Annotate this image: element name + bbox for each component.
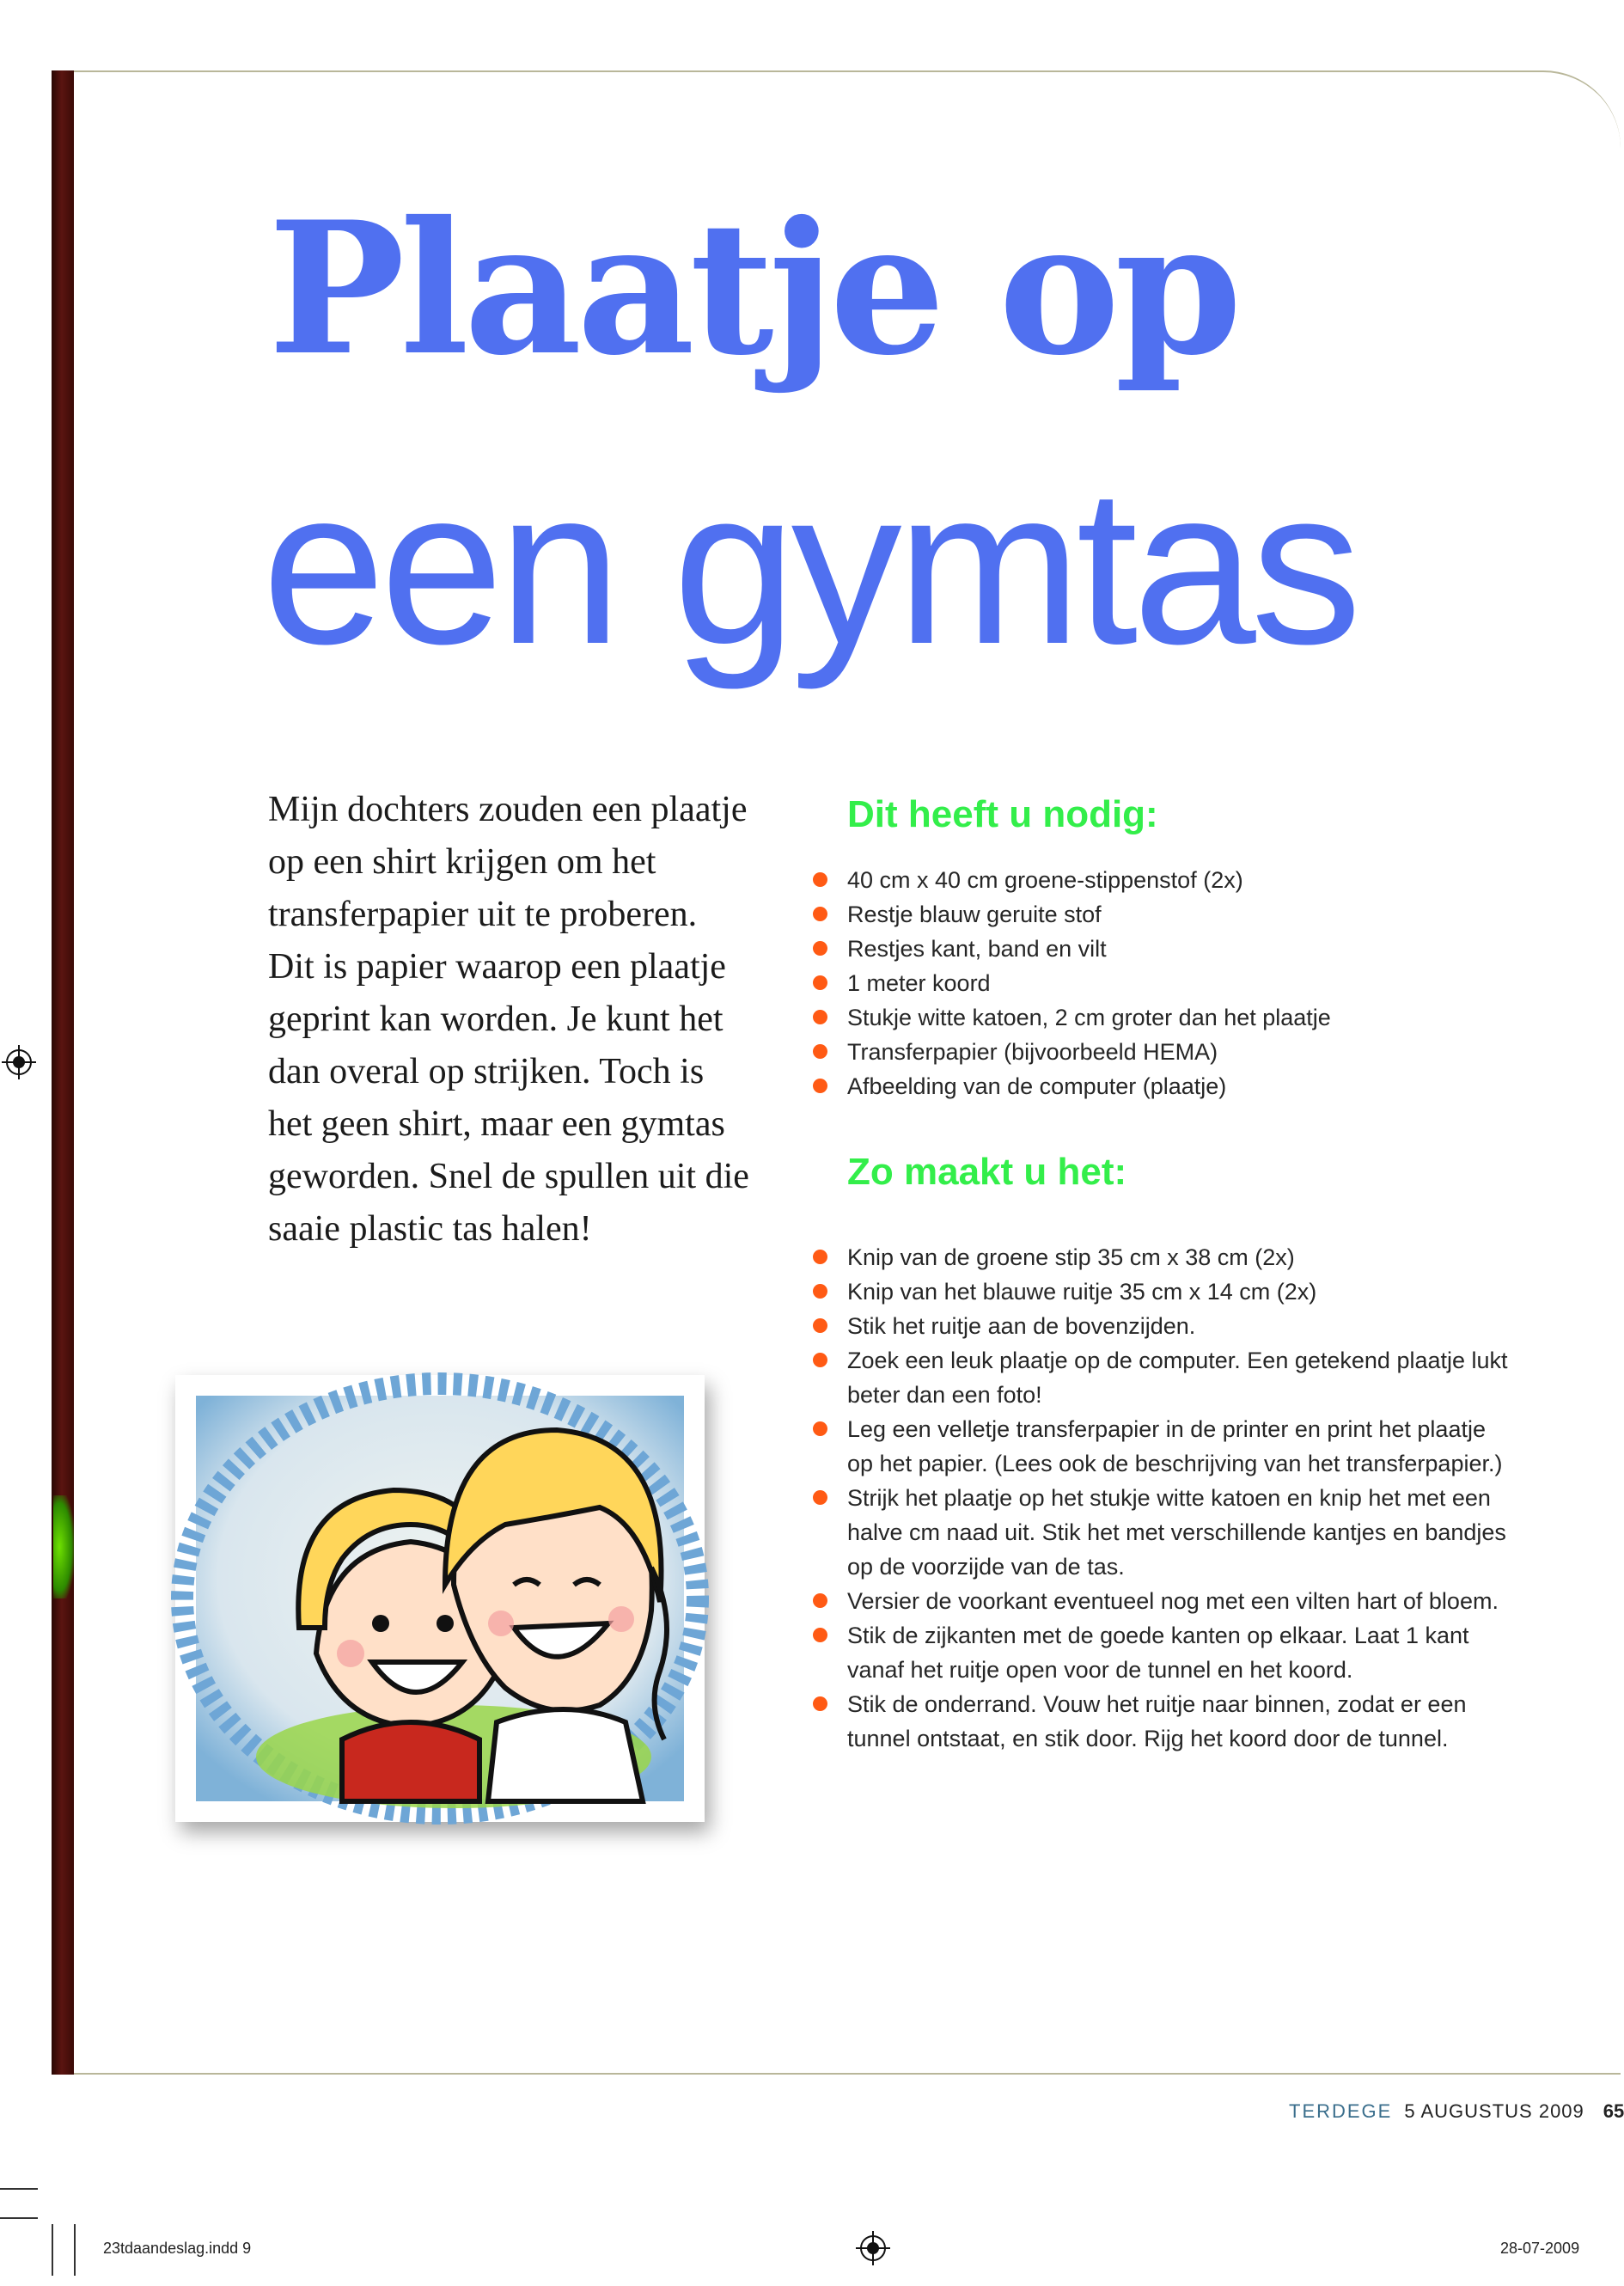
needs-item-text: Restje blauw geruite stof — [847, 902, 1102, 927]
bullet-icon — [813, 1250, 827, 1264]
crop-mark — [0, 2217, 38, 2219]
needs-item-text: Afbeelding van de computer (plaatje) — [847, 1073, 1227, 1099]
page-footer — [1289, 2100, 1624, 2123]
bullet-icon — [813, 1593, 827, 1608]
needs-item-text: 40 cm x 40 cm groene-stippenstof (2x) — [847, 867, 1243, 893]
steps-item — [811, 1274, 1516, 1309]
title-line-1: Plaatje op — [268, 181, 1237, 395]
photo-illustration — [196, 1396, 684, 1801]
needs-item-text: Restjes kant, band en vilt — [847, 936, 1107, 962]
steps-item-text: Versier de voorkant eventueel nog met een vilten hart of bloem. — [847, 1588, 1499, 1614]
issue-date: 5 AUGUSTUS 2009 — [1404, 2100, 1584, 2122]
steps-item — [811, 1481, 1516, 1584]
needs-item-text: Stukje witte katoen, 2 cm groter dan het plaatje — [847, 1005, 1331, 1030]
steps-item — [811, 1584, 1516, 1618]
registration-mark-icon — [856, 2231, 890, 2265]
needs-item-text: 1 meter koord — [847, 970, 991, 996]
steps-item — [811, 1687, 1516, 1756]
needs-item — [811, 966, 1516, 1000]
steps-item — [811, 1412, 1516, 1481]
steps-item — [811, 1343, 1516, 1412]
page-number: 65 — [1603, 2100, 1624, 2122]
bullet-icon — [813, 1490, 827, 1505]
needs-heading: Dit heeft u nodig: — [847, 793, 1158, 835]
spine-green-accent — [53, 1495, 74, 1598]
needs-item — [811, 932, 1516, 966]
steps-item-text: Zoek een leuk plaatje op de computer. Een getekend plaatje lukt beter dan een foto! — [847, 1348, 1508, 1408]
needs-item — [811, 1035, 1516, 1069]
steps-item-text: Leg een velletje transferpapier in de printer en print het plaatje op het papier. (Lees ook de beschrijving van het transferpapier.) — [847, 1416, 1503, 1476]
bullet-icon — [813, 1010, 827, 1024]
bullet-icon — [813, 975, 827, 990]
steps-list — [811, 1240, 1516, 1756]
steps-item-text: Knip van de groene stip 35 cm x 38 cm (2x) — [847, 1244, 1295, 1270]
steps-heading: Zo maakt u het: — [847, 1151, 1127, 1193]
photo-card — [175, 1375, 705, 1822]
bullet-icon — [813, 1696, 827, 1711]
steps-item-text: Stik de zijkanten met de goede kanten op elkaar. Laat 1 kant vanaf het ruitje open voor de tunnel en het koord. — [847, 1623, 1469, 1683]
steps-item — [811, 1309, 1516, 1343]
bullet-icon — [813, 1628, 827, 1642]
bullet-icon — [813, 1044, 827, 1059]
needs-item-text: Transferpapier (bijvoorbeeld HEMA) — [847, 1039, 1218, 1065]
steps-item-text: Stik het ruitje aan de bovenzijden. — [847, 1313, 1196, 1339]
bullet-icon — [813, 1284, 827, 1299]
bullet-icon — [813, 1421, 827, 1436]
needs-item — [811, 1069, 1516, 1103]
crop-mark — [0, 2188, 38, 2190]
title-line-2: een gymtas — [262, 442, 1357, 690]
crop-mark — [74, 2224, 76, 2276]
intro-paragraph: Mijn dochters zouden een plaatje op een shirt krijgen om het transferpapier uit te proberen. Dit is papier waarop een plaatje geprint kan worden. Je kunt het dan overal op strijken. Toch is het geen shirt, maar een gymtas geworden. Snel de spullen uit die saaie plastic tas halen! — [268, 790, 749, 1249]
bullet-icon — [813, 1318, 827, 1333]
crop-mark — [52, 2224, 53, 2276]
steps-item-text: Knip van het blauwe ruitje 35 cm x 14 cm (2x) — [847, 1279, 1317, 1305]
bullet-icon — [813, 872, 827, 887]
steps-item-text: Strijk het plaatje op het stukje witte katoen en knip het met een halve cm naad uit. Stik het met verschillende kantjes en bandjes op de voorzijde van de tas. — [847, 1485, 1506, 1580]
steps-item — [811, 1618, 1516, 1687]
needs-item — [811, 1000, 1516, 1035]
bullet-icon — [813, 1353, 827, 1367]
slug-date: 28-07-2009 — [1500, 2240, 1580, 2257]
steps-item — [811, 1240, 1516, 1274]
bullet-icon — [813, 1079, 827, 1093]
bullet-icon — [813, 941, 827, 956]
slug-filename: 23tdaandeslag.indd 9 — [103, 2240, 252, 2257]
magazine-name: TERDEGE — [1289, 2100, 1393, 2122]
spine-strip — [52, 70, 74, 2075]
needs-list — [811, 863, 1516, 1103]
girls-illustration-image — [196, 1396, 684, 1801]
bullet-icon — [813, 907, 827, 921]
needs-item — [811, 897, 1516, 932]
registration-mark-icon — [2, 1045, 36, 1079]
needs-item — [811, 863, 1516, 897]
steps-item-text: Stik de onderrand. Vouw het ruitje naar binnen, zodat er een tunnel ontstaat, en stik door. Rijg het koord door de tunnel. — [847, 1691, 1467, 1751]
